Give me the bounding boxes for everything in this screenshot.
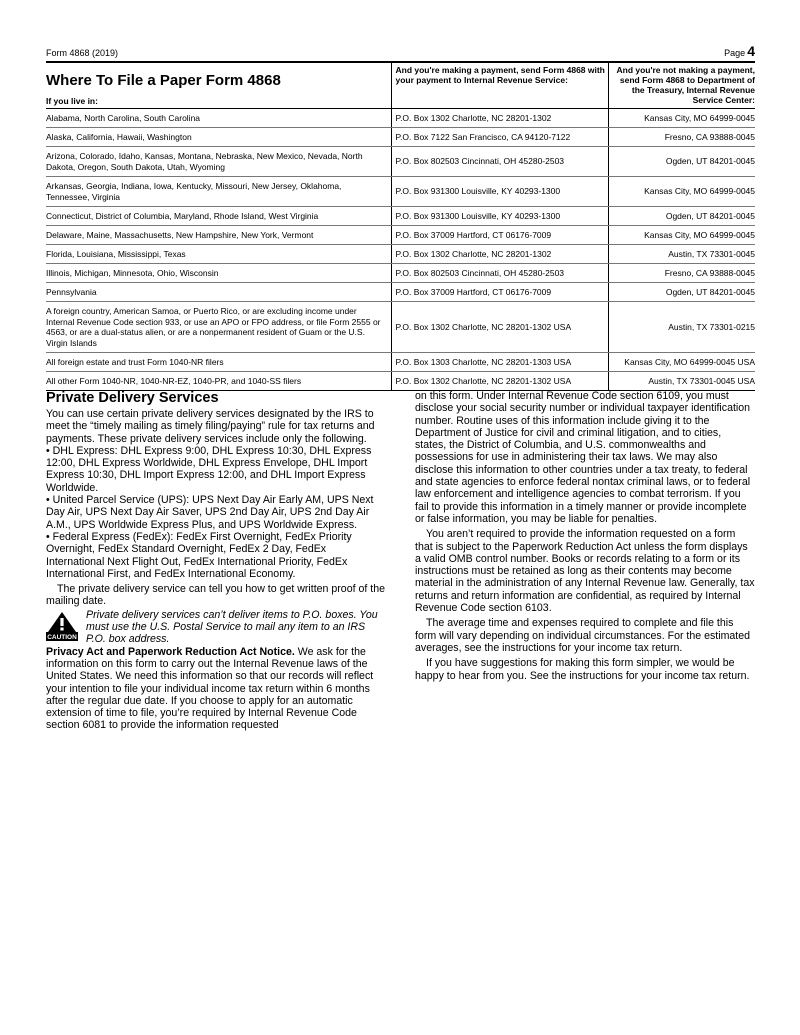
state-cell: Alaska, California, Hawaii, Washington bbox=[46, 128, 391, 147]
state-cell: A foreign country, American Samoa, or Puerto Rico, or are excluding income under Internal Revenue Code section 933, or use an APO or FPO address, or file Form 2555 or 4563, or are a dual-status alien, or are a nonpermanent resident of Guam or the U.S. Virgin Islands bbox=[46, 302, 391, 353]
state-cell: Illinois, Michigan, Minnesota, Ohio, Wisconsin bbox=[46, 264, 391, 283]
section-heading: Private Delivery Services bbox=[46, 390, 219, 406]
dhl-bullet: • DHL Express: DHL Express 9:00, DHL Express 10:30, DHL Express 12:00, DHL Express Worldwide, DHL Express Envelope, DHL Import Express 10:30, DHL Import Express 12:00, and DHL Import Express Worldwide. bbox=[46, 444, 372, 494]
payment-address-cell: P.O. Box 37009 Hartford, CT 06176-7009 bbox=[391, 226, 608, 245]
table-row bbox=[46, 283, 755, 302]
state-cell: Connecticut, District of Columbia, Maryland, Rhode Island, West Virginia bbox=[46, 207, 391, 226]
table-row bbox=[46, 302, 755, 353]
no-payment-address-cell: Kansas City, MO 64999-0045 USA bbox=[608, 353, 755, 372]
table-row bbox=[46, 226, 755, 245]
payment-address-cell: P.O. Box 1302 Charlotte, NC 28201-1302 USA bbox=[391, 372, 608, 391]
payment-address-cell: P.O. Box 931300 Louisville, KY 40293-1300 bbox=[391, 177, 608, 207]
omb-paragraph: You aren’t required to provide the information requested on a form that is subject to the Paperwork Reduction Act unless the form displays a valid OMB control number. Books or records relating to a form or its instructions must be retained as long as their contents may become material in the administration of any Internal Revenue law. Generally, tax returns and return information are confidential, as required by Internal Revenue Code section 6103. bbox=[415, 528, 755, 615]
table-row bbox=[46, 353, 755, 372]
payment-address-cell: P.O. Box 7122 San Francisco, CA 94120-7122 bbox=[391, 128, 608, 147]
payment-address-cell: P.O. Box 1303 Charlotte, NC 28201-1303 USA bbox=[391, 353, 608, 372]
payment-address-cell: P.O. Box 1302 Charlotte, NC 28201-1302 bbox=[391, 109, 608, 128]
page-header bbox=[46, 45, 755, 59]
intro-paragraph: You can use certain private delivery services designated by the IRS to meet the “timely mailing as timely filing/paying” rule for tax returns and payments. These private delivery services include only the following. bbox=[46, 408, 375, 445]
right-column bbox=[415, 390, 755, 732]
table-row bbox=[46, 147, 755, 177]
state-cell: Delaware, Maine, Massachusetts, New Hampshire, New York, Vermont bbox=[46, 226, 391, 245]
privacy-heading: Privacy Act and Paperwork Reduction Act Notice. bbox=[46, 645, 295, 658]
table-row bbox=[46, 245, 755, 264]
no-payment-address-cell: Austin, TX 73301-0045 USA bbox=[608, 372, 755, 391]
payment-address-cell: P.O. Box 1302 Charlotte, NC 28201-1302 USA bbox=[391, 302, 608, 353]
state-cell: All foreign estate and trust Form 1040-NR filers bbox=[46, 353, 391, 372]
payment-column-header: And you're making a payment, send Form 4868 with your payment to Internal Revenue Service: bbox=[391, 63, 608, 109]
table-row bbox=[46, 372, 755, 391]
table-subtitle: If you live in: bbox=[46, 96, 98, 106]
form-label: Form 4868 (2019) bbox=[46, 48, 119, 58]
table-row bbox=[46, 207, 755, 226]
payment-address-cell: P.O. Box 802503 Cincinnati, OH 45280-2503 bbox=[391, 264, 608, 283]
state-cell: Florida, Louisiana, Mississippi, Texas bbox=[46, 245, 391, 264]
page-number: Page 4 bbox=[724, 43, 755, 59]
table-header-row bbox=[46, 63, 755, 109]
state-cell: Arizona, Colorado, Idaho, Kansas, Montana, Nebraska, New Mexico, Nevada, North Dakota, Oregon, South Dakota, Utah, Wyoming bbox=[46, 147, 391, 177]
caution-text: Private delivery services can’t deliver items to P.O. boxes. You must use the U.S. Postal Service to mail any item to an IRS P.O. box address. bbox=[86, 608, 378, 646]
state-cell: Alabama, North Carolina, South Carolina bbox=[46, 109, 391, 128]
no-payment-column-header: And you're not making a payment, send Form 4868 to Department of the Treasury, Internal Revenue Service Center: bbox=[608, 63, 755, 109]
payment-address-cell: P.O. Box 1302 Charlotte, NC 28201-1302 bbox=[391, 245, 608, 264]
state-cell: All other Form 1040-NR, 1040-NR-EZ, 1040-PR, and 1040-SS filers bbox=[46, 372, 391, 391]
state-cell: Pennsylvania bbox=[46, 283, 391, 302]
ups-bullet: • United Parcel Service (UPS): UPS Next Day Air Early AM, UPS Next Day Air, UPS Next Day Air Saver, UPS 2nd Day Air, UPS 2nd Day Air A.M., UPS Worldwide Express Plus, and UPS Worldwide Express. bbox=[46, 494, 374, 531]
no-payment-address-cell: Austin, TX 73301-0045 bbox=[608, 245, 755, 264]
fedex-bullet: • Federal Express (FedEx): FedEx First Overnight, FedEx Priority Overnight, FedEx Standard Overnight, FedEx 2 Day, FedEx International Next Flight Out, FedEx International Priority, FedEx International First, and FedEx International Economy. bbox=[46, 530, 352, 580]
caution-label: CAUTION bbox=[47, 633, 77, 641]
payment-address-cell: P.O. Box 37009 Hartford, CT 06176-7009 bbox=[391, 283, 608, 302]
privacy-text: We ask for the information on this form to carry out the Internal Revenue laws of the United States. We need this information so that our records will reflect your intention to file your individual income tax return within 6 months after the regular due date. If you choose to apply for an automatic extension of time to file, you’re required by Internal Revenue Code section 6081 to provide the information requested bbox=[46, 645, 374, 732]
no-payment-address-cell: Austin, TX 73301-0215 bbox=[608, 302, 755, 353]
page bbox=[46, 45, 755, 391]
no-payment-address-cell: Ogden, UT 84201-0045 bbox=[608, 147, 755, 177]
suggestions-paragraph: If you have suggestions for making this form simpler, we would be happy to hear from you. See the instructions for your income tax return. bbox=[415, 657, 750, 682]
state-cell: Arkansas, Georgia, Indiana, Iowa, Kentucky, Missouri, New Jersey, Oklahoma, Tennessee, Virginia bbox=[46, 177, 391, 207]
no-payment-address-cell: Ogden, UT 84201-0045 bbox=[608, 283, 755, 302]
proof-paragraph: The private delivery service can tell you how to get written proof of the mailing date. bbox=[46, 583, 385, 608]
average-time-paragraph: The average time and expenses required to complete and file this form will vary depending on individual circumstances. For the estimated averages, see the instructions for your income tax return. bbox=[415, 617, 751, 654]
privacy-continued-paragraph: on this form. Under Internal Revenue Code section 6109, you must disclose your social security number or individual taxpayer identification number. Routine uses of this information include giving it to the Department of Justice for civil and criminal litigation, and to cities, states, the District of Columbia, and U.S. commonwealths and possessions for use in administering their tax laws. We may also disclose this information to other countries under a tax treaty, to federal and state agencies to enforce federal nontax criminal laws, or to federal law enforcement and intelligence agencies to combat terrorism. If you fail to provide this information in a timely manner or provide incomplete or false information, you may be liable for penalties. bbox=[415, 390, 751, 525]
no-payment-address-cell: Ogden, UT 84201-0045 bbox=[608, 207, 755, 226]
where-to-file-table bbox=[46, 63, 755, 391]
table-title-cell bbox=[46, 63, 391, 109]
payment-address-cell: P.O. Box 802503 Cincinnati, OH 45280-2503 bbox=[391, 147, 608, 177]
privacy-paragraph bbox=[46, 646, 386, 732]
body-columns bbox=[46, 390, 755, 732]
table-row bbox=[46, 128, 755, 147]
payment-address-cell: P.O. Box 931300 Louisville, KY 40293-1300 bbox=[391, 207, 608, 226]
table-row bbox=[46, 264, 755, 283]
caution-icon bbox=[46, 609, 86, 646]
table-row bbox=[46, 109, 755, 128]
no-payment-address-cell: Fresno, CA 93888-0045 bbox=[608, 128, 755, 147]
table-title: Where To File a Paper Form 4868 bbox=[46, 72, 281, 89]
no-payment-address-cell: Kansas City, MO 64999-0045 bbox=[608, 109, 755, 128]
no-payment-address-cell: Kansas City, MO 64999-0045 bbox=[608, 226, 755, 245]
left-column bbox=[46, 390, 386, 732]
no-payment-address-cell: Kansas City, MO 64999-0045 bbox=[608, 177, 755, 207]
caution-note bbox=[46, 609, 386, 646]
table-row bbox=[46, 177, 755, 207]
no-payment-address-cell: Fresno, CA 93888-0045 bbox=[608, 264, 755, 283]
